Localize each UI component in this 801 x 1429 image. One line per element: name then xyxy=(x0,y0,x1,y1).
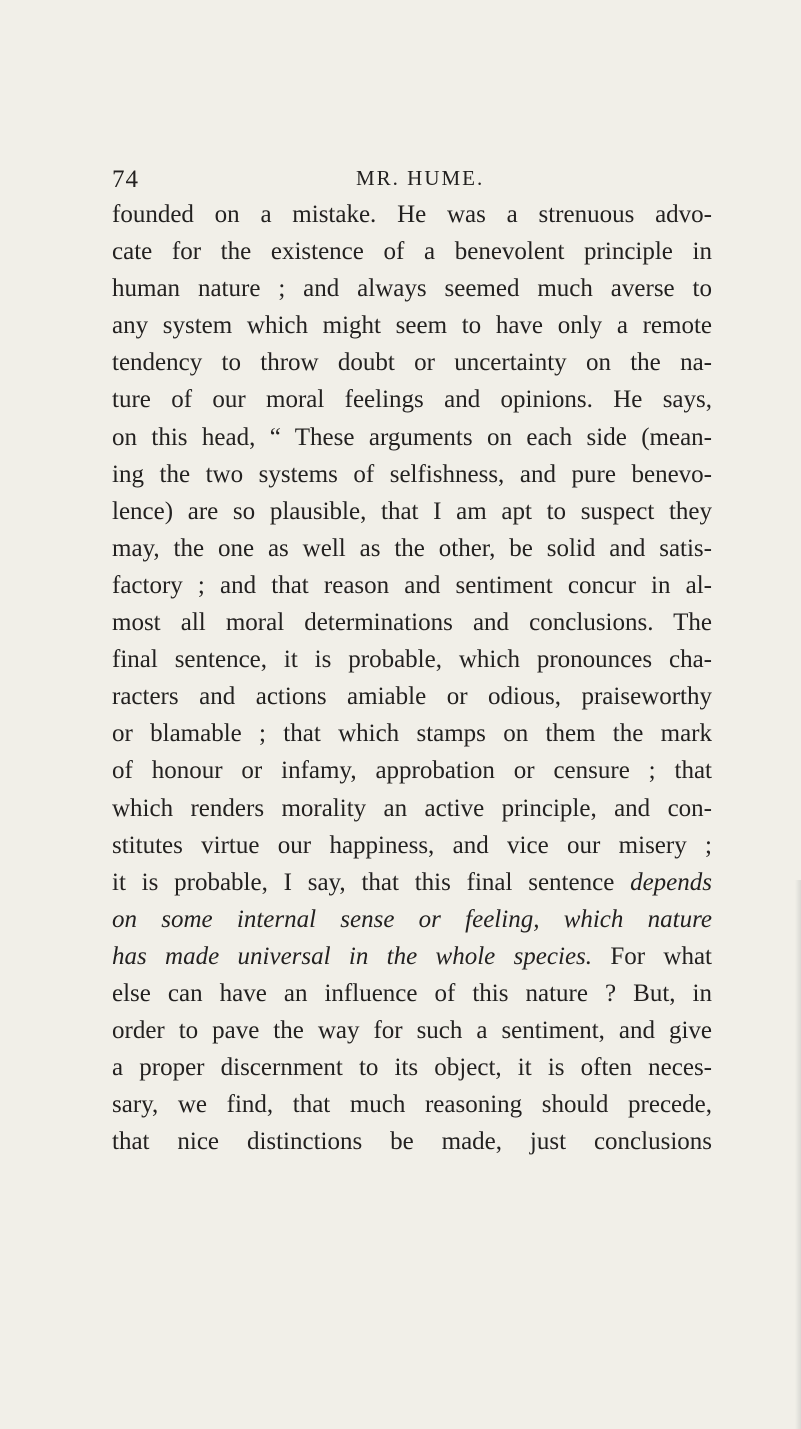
text-line-mixed xyxy=(112,901,712,938)
roman-run: it is probable, I say, that this final sentence xyxy=(112,868,631,896)
text-line: human nature ; and always seemed much averse to xyxy=(112,275,712,303)
page-number: 74 xyxy=(112,166,139,193)
text-line: factory ; and that reason and sentiment concur in al- xyxy=(112,571,712,599)
text-line: tendency to throw doubt or uncertainty on the na- xyxy=(112,349,712,377)
text-line: racters and actions amiable or odious, praiseworthy xyxy=(112,683,712,711)
text-line: a proper discernment to its object, it is often neces- xyxy=(112,1054,712,1082)
italic-run: depends xyxy=(630,868,712,896)
text-line: ture of our moral feelings and opinions. He says, xyxy=(112,386,712,414)
text-line: on this head, “ These arguments on each side (mean- xyxy=(112,423,712,451)
text-line: final sentence, it is probable, which pronounces cha- xyxy=(112,646,712,674)
text-line: sary, we find, that much reasoning should precede, xyxy=(112,1091,712,1119)
running-head xyxy=(112,166,712,196)
page-edge-shadow xyxy=(795,880,801,1429)
roman-run: For what xyxy=(592,942,712,970)
text-line-mixed xyxy=(112,938,712,975)
text-line: lence) are so plausible, that I am apt to suspect they xyxy=(112,497,712,525)
text-line: order to pave the way for such a sentiment, and give xyxy=(112,1017,712,1045)
text-line: founded on a mistake. He was a strenuous advo- xyxy=(112,201,712,228)
text-line: cate for the existence of a benevolent principle in xyxy=(112,238,712,266)
text-line: any system which might seem to have only a remote xyxy=(112,312,712,340)
italic-run: on some internal sense or feeling, which nature xyxy=(112,905,712,933)
text-line: of honour or infamy, approbation or censure ; that xyxy=(112,757,712,785)
body-text xyxy=(112,196,712,1160)
text-line: most all moral determinations and conclusions. The xyxy=(112,609,712,637)
text-line: or blamable ; that which stamps on them the mark xyxy=(112,720,712,748)
running-title: MR. HUME. xyxy=(356,166,485,190)
italic-run: has made universal in the whole species. xyxy=(112,942,593,970)
text-line: may, the one as well as the other, be solid and satis- xyxy=(112,534,712,562)
text-line: else can have an influence of this nature ? But, in xyxy=(112,979,712,1007)
text-line: that nice distinctions be made, just conclusions xyxy=(112,1128,712,1156)
text-line-mixed xyxy=(112,864,712,901)
text-line: stitutes virtue our happiness, and vice our misery ; xyxy=(112,831,712,859)
text-line: which renders morality an active principle, and con- xyxy=(112,794,712,822)
text-line: ing the two systems of selfishness, and pure benevo- xyxy=(112,460,712,488)
